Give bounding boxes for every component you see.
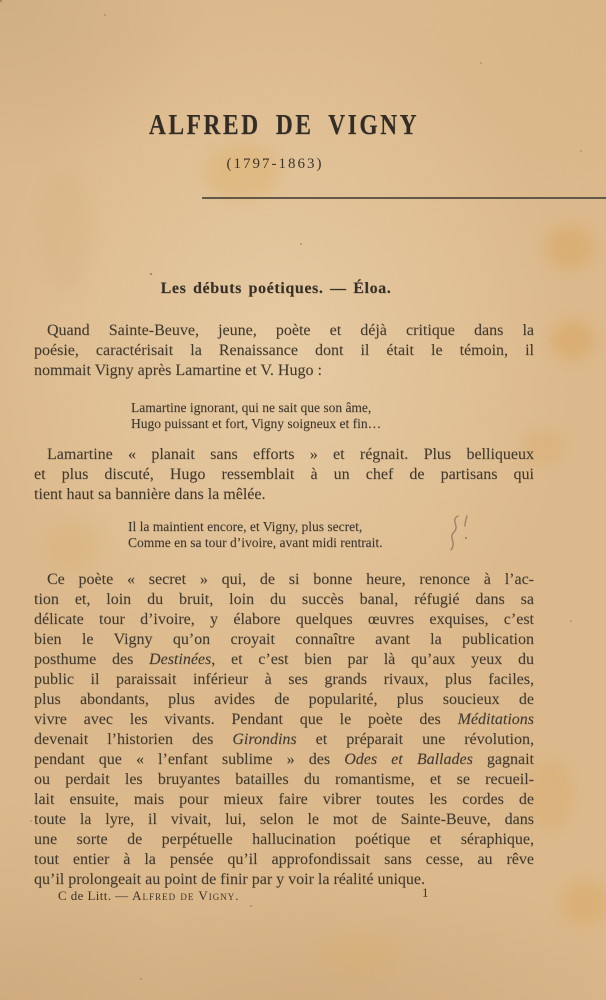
verse-quote-tour-ivoire: Il la maintient encore, et Vigny, plus secret, Comme en sa tour d’ivoire, avant midi rentrait. xyxy=(128,519,383,550)
page-footer xyxy=(34,885,534,904)
paragraph-intro: Quand Sainte-Beuve, jeune, poète et déjà critique dans la poésie, caractérisait la Renaissance dont il était le témoin, il nommait Vigny après Lamartine et V. Hugo : xyxy=(34,322,534,379)
paper-specks xyxy=(0,0,2,2)
paper-stain xyxy=(550,320,595,360)
text-column xyxy=(34,0,534,1000)
title-divider-rule xyxy=(202,197,606,199)
section-heading: Les débuts poétiques. — Éloa. xyxy=(160,280,392,297)
paper-stain xyxy=(560,880,606,925)
page-number: 1 xyxy=(422,885,429,900)
paper-stain xyxy=(528,760,573,830)
footer-signature-prefix: C de Litt. — xyxy=(58,888,133,903)
paragraph-lamartine-hugo: Lamartine « planait sans efforts » et régnait. Plus belliqueux et plus discuté, Hugo ressemblait à un chef de partisans qui tient haut sa bannière dans la mêlée. xyxy=(34,446,534,503)
paragraph-poete-secret: Ce poète « secret » qui, de si bonne heure, renonce à l’ac- tion et, loin du bruit, loin du succès banal, réfugié dans sa délicate tour d’ivoire, y élabore quelques œuvres exquises, c’est bien le Vigny qu’on croyait connaître avant la publication posthume des Destinées, et c’est bien par là qu’aux yeux du public il paraissait inférieur à ses grands rivaux, plus faciles, plus abondants, plus avides de popularité, plus soucieux de vivre avec les vivants. Pendant que le poète des Méditations devenait l’historien des Girondins et préparait une révolution, pendant que « l’enfant sublime » des Odes et Ballades gagnait ou perdait les bruyantes batailles du romantisme, et se recueil- lait ensuite, mais pour mieux faire vibrer toutes les cordes de toute la lyre, il vivait, lui, selon le mot de Sainte-Beuve, dans une sorte de perpétuelle hallucination poétique et séraphique, tout entier à la pensée qu’il approfondissait sans cesse, au rêve qu’il prolongeait au point de finir par y voir la réalité unique. xyxy=(34,571,535,888)
footer-signature-name: Alfred de Vigny. xyxy=(132,888,240,903)
title-years: (1797-1863) xyxy=(226,156,324,172)
paper-stain xyxy=(545,225,595,270)
footer-signature xyxy=(34,888,239,903)
page-title: ALFRED DE VIGNY xyxy=(148,110,420,141)
verse-quote-sainte-beuve: Lamartine ignorant, qui ne sait que son âme, Hugo puissant et fort, Vigny soigneux et fin… xyxy=(131,400,382,431)
